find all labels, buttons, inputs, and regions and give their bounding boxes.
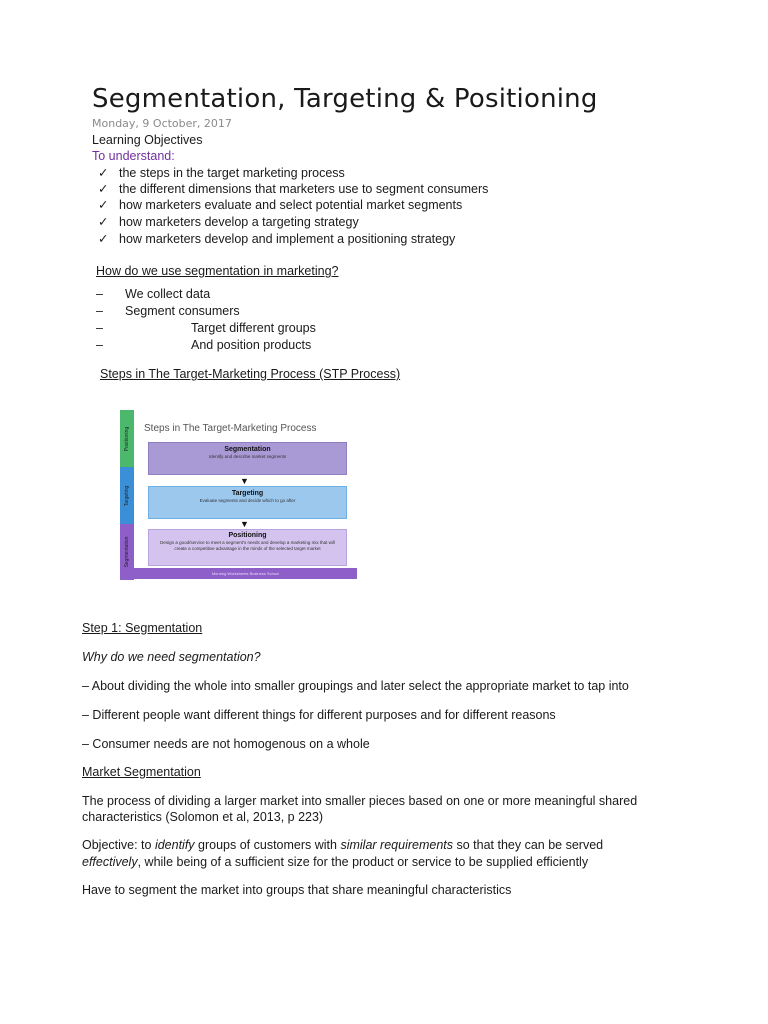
stp-process-heading: Steps in The Target-Marketing Process (STP Process) xyxy=(100,367,401,381)
checkmark-icon: ✓ xyxy=(98,198,109,212)
to-understand-label: To understand: xyxy=(92,149,175,163)
page-date: Monday, 9 October, 2017 xyxy=(92,117,232,130)
use-item: Segment consumers xyxy=(125,304,240,318)
reason-item: – About dividing the whole into smaller groupings and later select the appropriate market to tap into xyxy=(82,679,629,693)
checkmark-icon: ✓ xyxy=(98,182,109,196)
checkmark-icon: ✓ xyxy=(98,215,109,229)
dash-bullet: – xyxy=(96,287,103,301)
targeting-box: Targeting Evaluate segments and decide which to go after xyxy=(148,486,347,519)
use-item: We collect data xyxy=(125,287,211,301)
dash-bullet: – xyxy=(96,304,103,318)
step1-heading: Step 1: Segmentation xyxy=(82,621,203,635)
positioning-side-bar: Positioning xyxy=(120,410,134,467)
why-question: Why do we need segmentation? xyxy=(82,650,261,664)
page-title: Segmentation, Targeting & Positioning xyxy=(92,84,598,114)
dash-bullet: – xyxy=(96,321,103,335)
targeting-side-bar: Targeting xyxy=(120,467,134,524)
checkmark-icon: ✓ xyxy=(98,232,109,246)
segmentation-box: Segmentation Identify and describe market segments xyxy=(148,442,347,475)
objective-item: ✓ how marketers develop a targeting strategy xyxy=(98,215,359,229)
objective-item: ✓ how marketers develop and implement a positioning strategy xyxy=(98,232,456,246)
definition-line: The process of dividing a larger market into smaller pieces based on one or more meaningful shared xyxy=(82,794,638,808)
dash-bullet: – xyxy=(96,338,103,352)
use-item: Target different groups xyxy=(191,321,316,335)
final-statement: Have to segment the market into groups that share meaningful characteristics xyxy=(82,883,512,897)
market-segmentation-heading: Market Segmentation xyxy=(82,765,201,779)
definition-line: characteristics (Solomon et al, 2013, p 223) xyxy=(82,810,324,824)
segmentation-question-heading: How do we use segmentation in marketing? xyxy=(96,264,339,278)
positioning-box: Positioning Design a good/service to meet a segment's needs and develop a marketing mix that will create a competitive advantage in the minds of the selected target market xyxy=(148,529,347,566)
use-item: And position products xyxy=(191,338,312,352)
learning-objectives-heading: Learning Objectives xyxy=(92,133,203,147)
reason-item: – Different people want different things for different purposes and for different reasons xyxy=(82,708,556,722)
objective-item: ✓ how marketers evaluate and select potential market segments xyxy=(98,198,463,212)
down-arrow-icon: ▼ xyxy=(240,519,249,529)
checkmark-icon: ✓ xyxy=(98,166,109,180)
objective-item: ✓ the different dimensions that marketers use to segment consumers xyxy=(98,182,489,196)
reason-item: – Consumer needs are not homogenous on a whole xyxy=(82,737,370,751)
figure-footer: Morning Worksheets Business School xyxy=(134,568,357,579)
segmentation-side-bar: Segmentation xyxy=(120,524,134,580)
figure-title: Steps in The Target-Marketing Process xyxy=(144,423,317,434)
objective-line: effectively, while being of a sufficient size for the product or service to be supplied efficiently xyxy=(82,855,589,869)
objective-item: ✓ the steps in the target marketing process xyxy=(98,166,345,180)
stp-process-figure xyxy=(120,410,357,580)
objective-line: Objective: to identify groups of customers with similar requirements so that they can be served xyxy=(82,838,604,852)
down-arrow-icon: ▼ xyxy=(240,476,249,486)
